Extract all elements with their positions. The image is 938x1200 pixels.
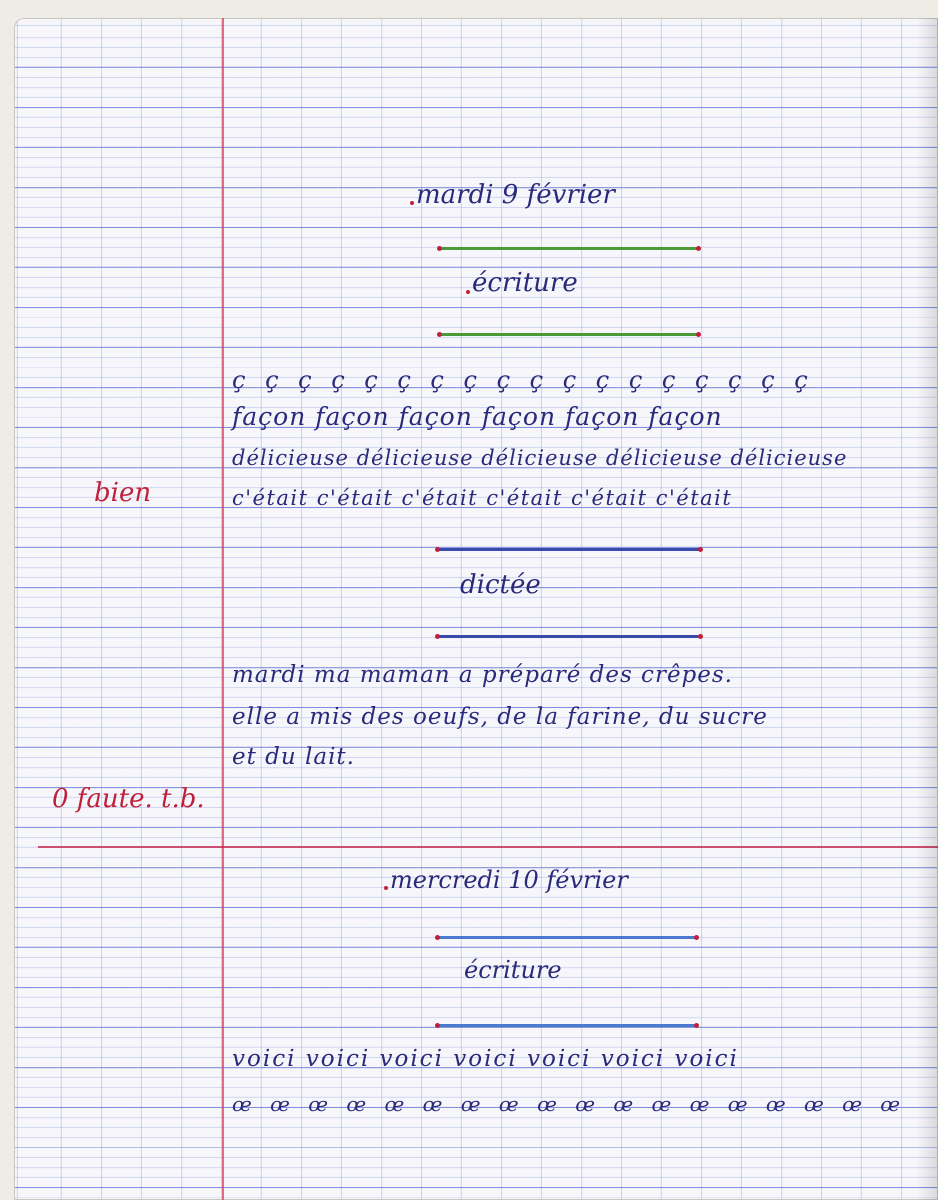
writing-line-6: œ œ œ œ œ œ œ œ œ œ œ œ œ œ œ œ œ œ: [232, 1092, 907, 1116]
subject-heading-1: écriture: [472, 268, 578, 298]
writing-line-5: voici voici voici voici voici voici voici: [232, 1046, 739, 1072]
underline-green-1: [440, 247, 698, 250]
margin-dot: [410, 201, 414, 205]
subject-heading-3: écriture: [464, 956, 562, 984]
underline-lightblue-2: [438, 1024, 696, 1027]
teacher-grade-1: bien: [94, 478, 152, 508]
notebook-page: [14, 18, 938, 1200]
date-heading-2: mercredi 10 février: [390, 866, 628, 894]
margin-line: [222, 18, 224, 1200]
underline-green-2: [440, 333, 698, 336]
margin-dot: [466, 290, 470, 294]
date-heading-1: mardi 9 février: [416, 180, 615, 210]
writing-line-1: ç ç ç ç ç ç ç ç ç ç ç ç ç ç ç ç ç ç: [232, 366, 814, 394]
underline-blue-1: [438, 548, 700, 551]
underline-lightblue-1: [438, 936, 696, 939]
writing-line-4: c'était c'était c'était c'était c'était c'était: [232, 486, 733, 510]
writing-line-2: façon façon façon façon façon façon: [232, 402, 723, 431]
writing-line-3: délicieuse délicieuse délicieuse délicieuse délicieuse: [232, 446, 848, 470]
section-separator: [38, 846, 938, 848]
underline-blue-2: [438, 635, 700, 638]
page-spine-shadow: [916, 18, 938, 1200]
subject-heading-2: dictée: [460, 570, 541, 600]
margin-dot: [384, 886, 388, 890]
teacher-grade-2: 0 faute. t.b.: [52, 784, 205, 814]
dictation-line-1: mardi ma maman a préparé des crêpes.: [232, 662, 733, 688]
dictation-line-3: et du lait.: [232, 744, 355, 770]
dictation-line-2: elle a mis des oeufs, de la farine, du sucre: [232, 704, 768, 730]
